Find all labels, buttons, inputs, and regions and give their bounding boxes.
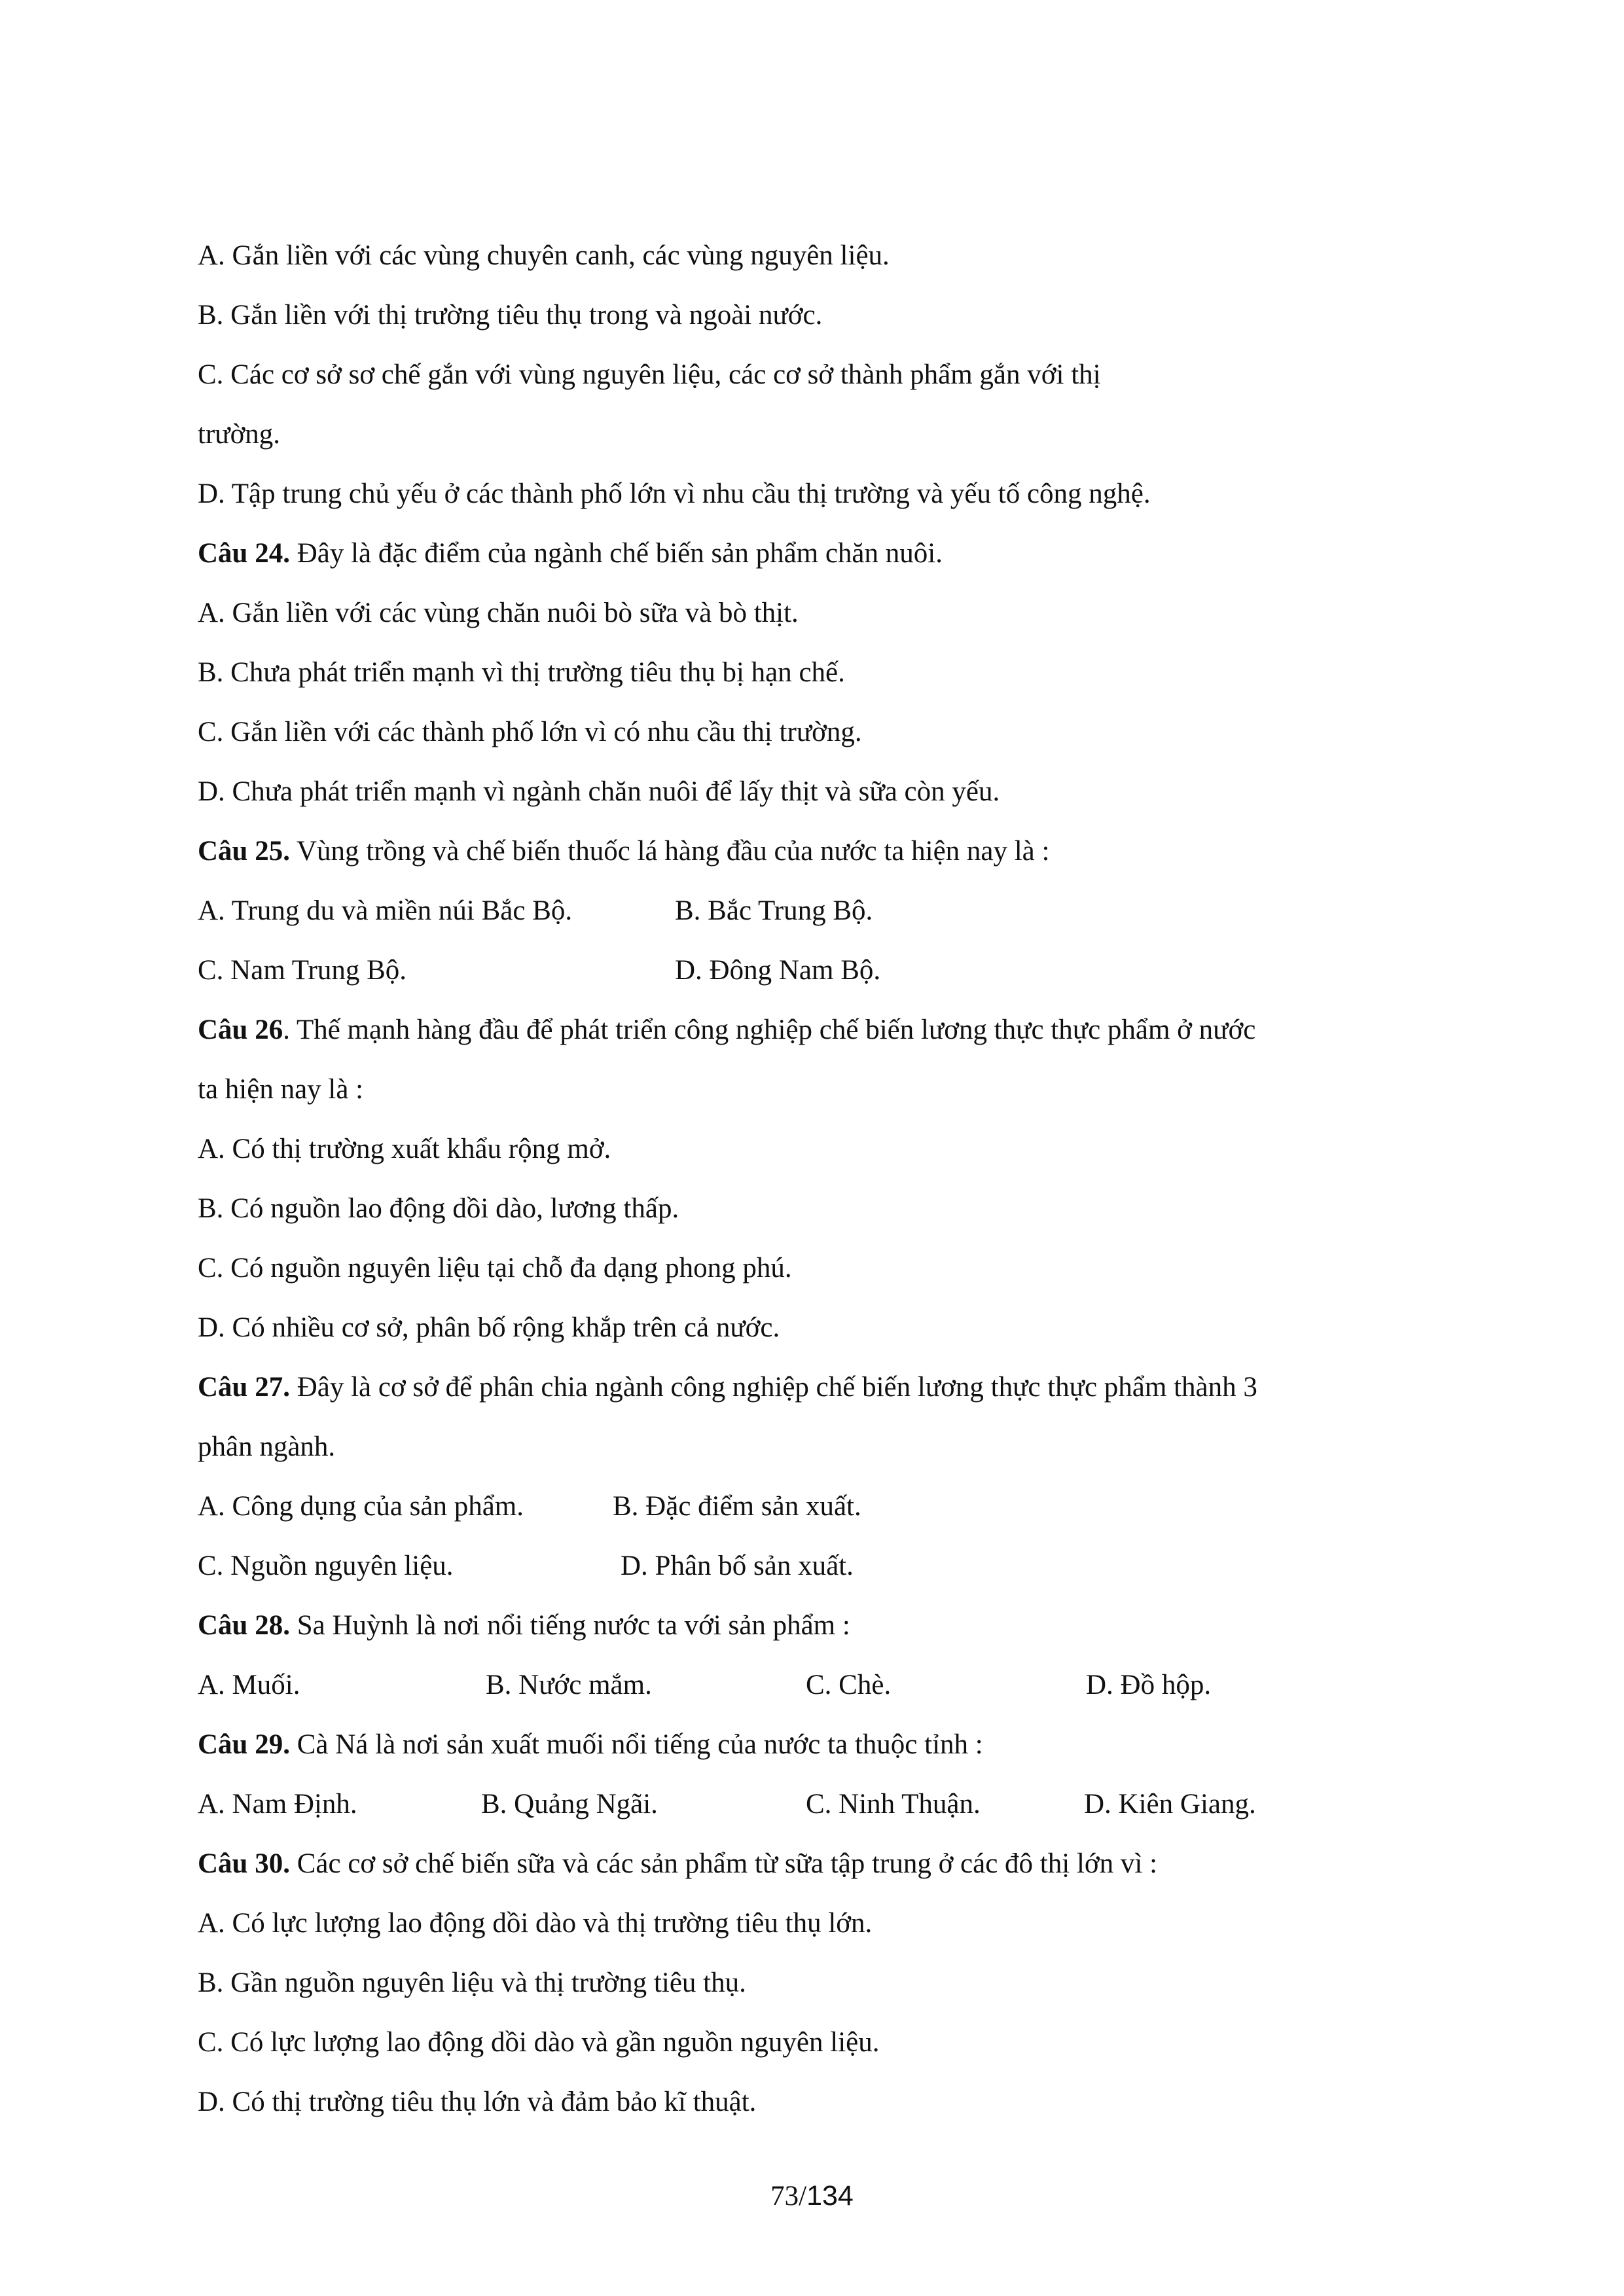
q25-option-d: D. Đông Nam Bộ.: [675, 955, 881, 986]
q27-option-d: D. Phân bố sản xuất.: [621, 1551, 854, 1581]
q27-text-line1: Đây là cơ sở để phân chia ngành công nghiệp chế biến lương thực thực phẩm thành 3: [289, 1372, 1257, 1403]
q26-stem-line1: [198, 1000, 1376, 1060]
q28-stem: [198, 1596, 1376, 1655]
page-number-total: 134: [806, 2180, 854, 2212]
q23-option-b: B. Gắn liền với thị trường tiêu thụ trong và ngoài nước.: [198, 300, 823, 331]
q24-option-d: D. Chưa phát triển mạnh vì ngành chăn nuôi để lấy thịt và sữa còn yếu.: [198, 776, 1000, 807]
q29-text: Cà Ná là nơi sản xuất muối nổi tiếng của nước ta thuộc tỉnh :: [289, 1729, 983, 1760]
q23-option-c-line1: C. Các cơ sở sơ chế gắn với vùng nguyên liệu, các cơ sở thành phẩm gắn với thị: [198, 359, 1101, 390]
q25-stem: [198, 821, 1376, 881]
q29-stem: [198, 1715, 1376, 1774]
q29-option-a: A. Nam Định.: [198, 1789, 357, 1820]
q27-options-row1: [198, 1477, 1376, 1536]
q30-number: Câu 30.: [198, 1848, 290, 1879]
q29-options-row: [198, 1774, 1376, 1834]
q24-option-a: A. Gắn liền với các vùng chăn nuôi bò sữa và bò thịt.: [198, 598, 799, 628]
q28-number: Câu 28.: [198, 1610, 290, 1641]
q24-text: Đây là đặc điểm của ngành chế biến sản phẩm chăn nuôi.: [289, 538, 943, 569]
question-list: [198, 226, 1376, 2132]
q27-options-row2: [198, 1536, 1376, 1596]
q25-option-b: B. Bắc Trung Bộ.: [675, 895, 873, 926]
q30-option-d: D. Có thị trường tiêu thụ lớn và đảm bảo kĩ thuật.: [198, 2087, 757, 2117]
q30-option-b: B. Gần nguồn nguyên liệu và thị trường tiêu thụ.: [198, 1967, 746, 1998]
q27-option-b: B. Đặc điểm sản xuất.: [613, 1491, 861, 1522]
q30-option-c: C. Có lực lượng lao động dồi dào và gần nguồn nguyên liệu.: [198, 2027, 880, 2058]
q27-number: Câu 27.: [198, 1372, 290, 1403]
q29-option-c: C. Ninh Thuận.: [806, 1789, 981, 1820]
q25-text: Vùng trồng và chế biến thuốc lá hàng đầu của nước ta hiện nay là :: [289, 836, 1050, 867]
q28-options-row: [198, 1655, 1376, 1715]
q28-option-c: C. Chè.: [806, 1670, 892, 1700]
page-number-current: 73/: [770, 2181, 807, 2212]
q28-option-d: D. Đồ hộp.: [1086, 1670, 1212, 1700]
q27-stem-line2: phân ngành.: [198, 1431, 336, 1462]
q24-stem: [198, 524, 1376, 583]
q30-text: Các cơ sở chế biến sữa và các sản phẩm từ sữa tập trung ở các đô thị lớn vì :: [289, 1848, 1158, 1879]
q27-stem-line1: [198, 1357, 1376, 1417]
q25-options-row1: [198, 881, 1376, 941]
q26-number: Câu 26: [198, 1014, 283, 1045]
q26-stem-line2: ta hiện nay là :: [198, 1074, 364, 1105]
q27-option-c: C. Nguồn nguyên liệu.: [198, 1551, 454, 1581]
q28-option-b: B. Nước mắm.: [486, 1670, 652, 1700]
q27-option-a: A. Công dụng của sản phẩm.: [198, 1491, 524, 1522]
q29-number: Câu 29.: [198, 1729, 290, 1760]
q23-option-d: D. Tập trung chủ yếu ở các thành phố lớn vì nhu cầu thị trường và yếu tố công nghệ.: [198, 478, 1151, 509]
q25-options-row2: [198, 941, 1376, 1000]
q24-number: Câu 24.: [198, 538, 290, 569]
q29-option-d: D. Kiên Giang.: [1084, 1789, 1256, 1820]
q26-option-b: B. Có nguồn lao động dồi dào, lương thấp.: [198, 1193, 679, 1224]
q30-stem: [198, 1834, 1376, 1893]
q23-option-a: A. Gắn liền với các vùng chuyên canh, các vùng nguyên liệu.: [198, 240, 890, 271]
q30-option-a: A. Có lực lượng lao động dồi dào và thị trường tiêu thụ lớn.: [198, 1908, 873, 1939]
q26-text-line1: . Thế mạnh hàng đầu để phát triển công nghiệp chế biến lương thực thực phẩm ở nước: [283, 1014, 1256, 1045]
page-number: [0, 2176, 1624, 2216]
q23-option-c-line2: trường.: [198, 419, 281, 450]
q26-option-c: C. Có nguồn nguyên liệu tại chỗ đa dạng phong phú.: [198, 1253, 792, 1283]
q25-option-a: A. Trung du và miền núi Bắc Bộ.: [198, 895, 573, 926]
q24-option-b: B. Chưa phát triển mạnh vì thị trường tiêu thụ bị hạn chế.: [198, 657, 845, 688]
q25-number: Câu 25.: [198, 836, 290, 867]
q26-option-d: D. Có nhiều cơ sở, phân bố rộng khắp trên cả nước.: [198, 1312, 780, 1343]
q28-option-a: A. Muối.: [198, 1670, 300, 1700]
q25-option-c: C. Nam Trung Bộ.: [198, 955, 406, 986]
q26-option-a: A. Có thị trường xuất khẩu rộng mở.: [198, 1134, 611, 1164]
q29-option-b: B. Quảng Ngãi.: [481, 1789, 658, 1820]
q24-option-c: C. Gắn liền với các thành phố lớn vì có nhu cầu thị trường.: [198, 717, 862, 747]
q28-text: Sa Huỳnh là nơi nổi tiếng nước ta với sản phẩm :: [289, 1610, 850, 1641]
